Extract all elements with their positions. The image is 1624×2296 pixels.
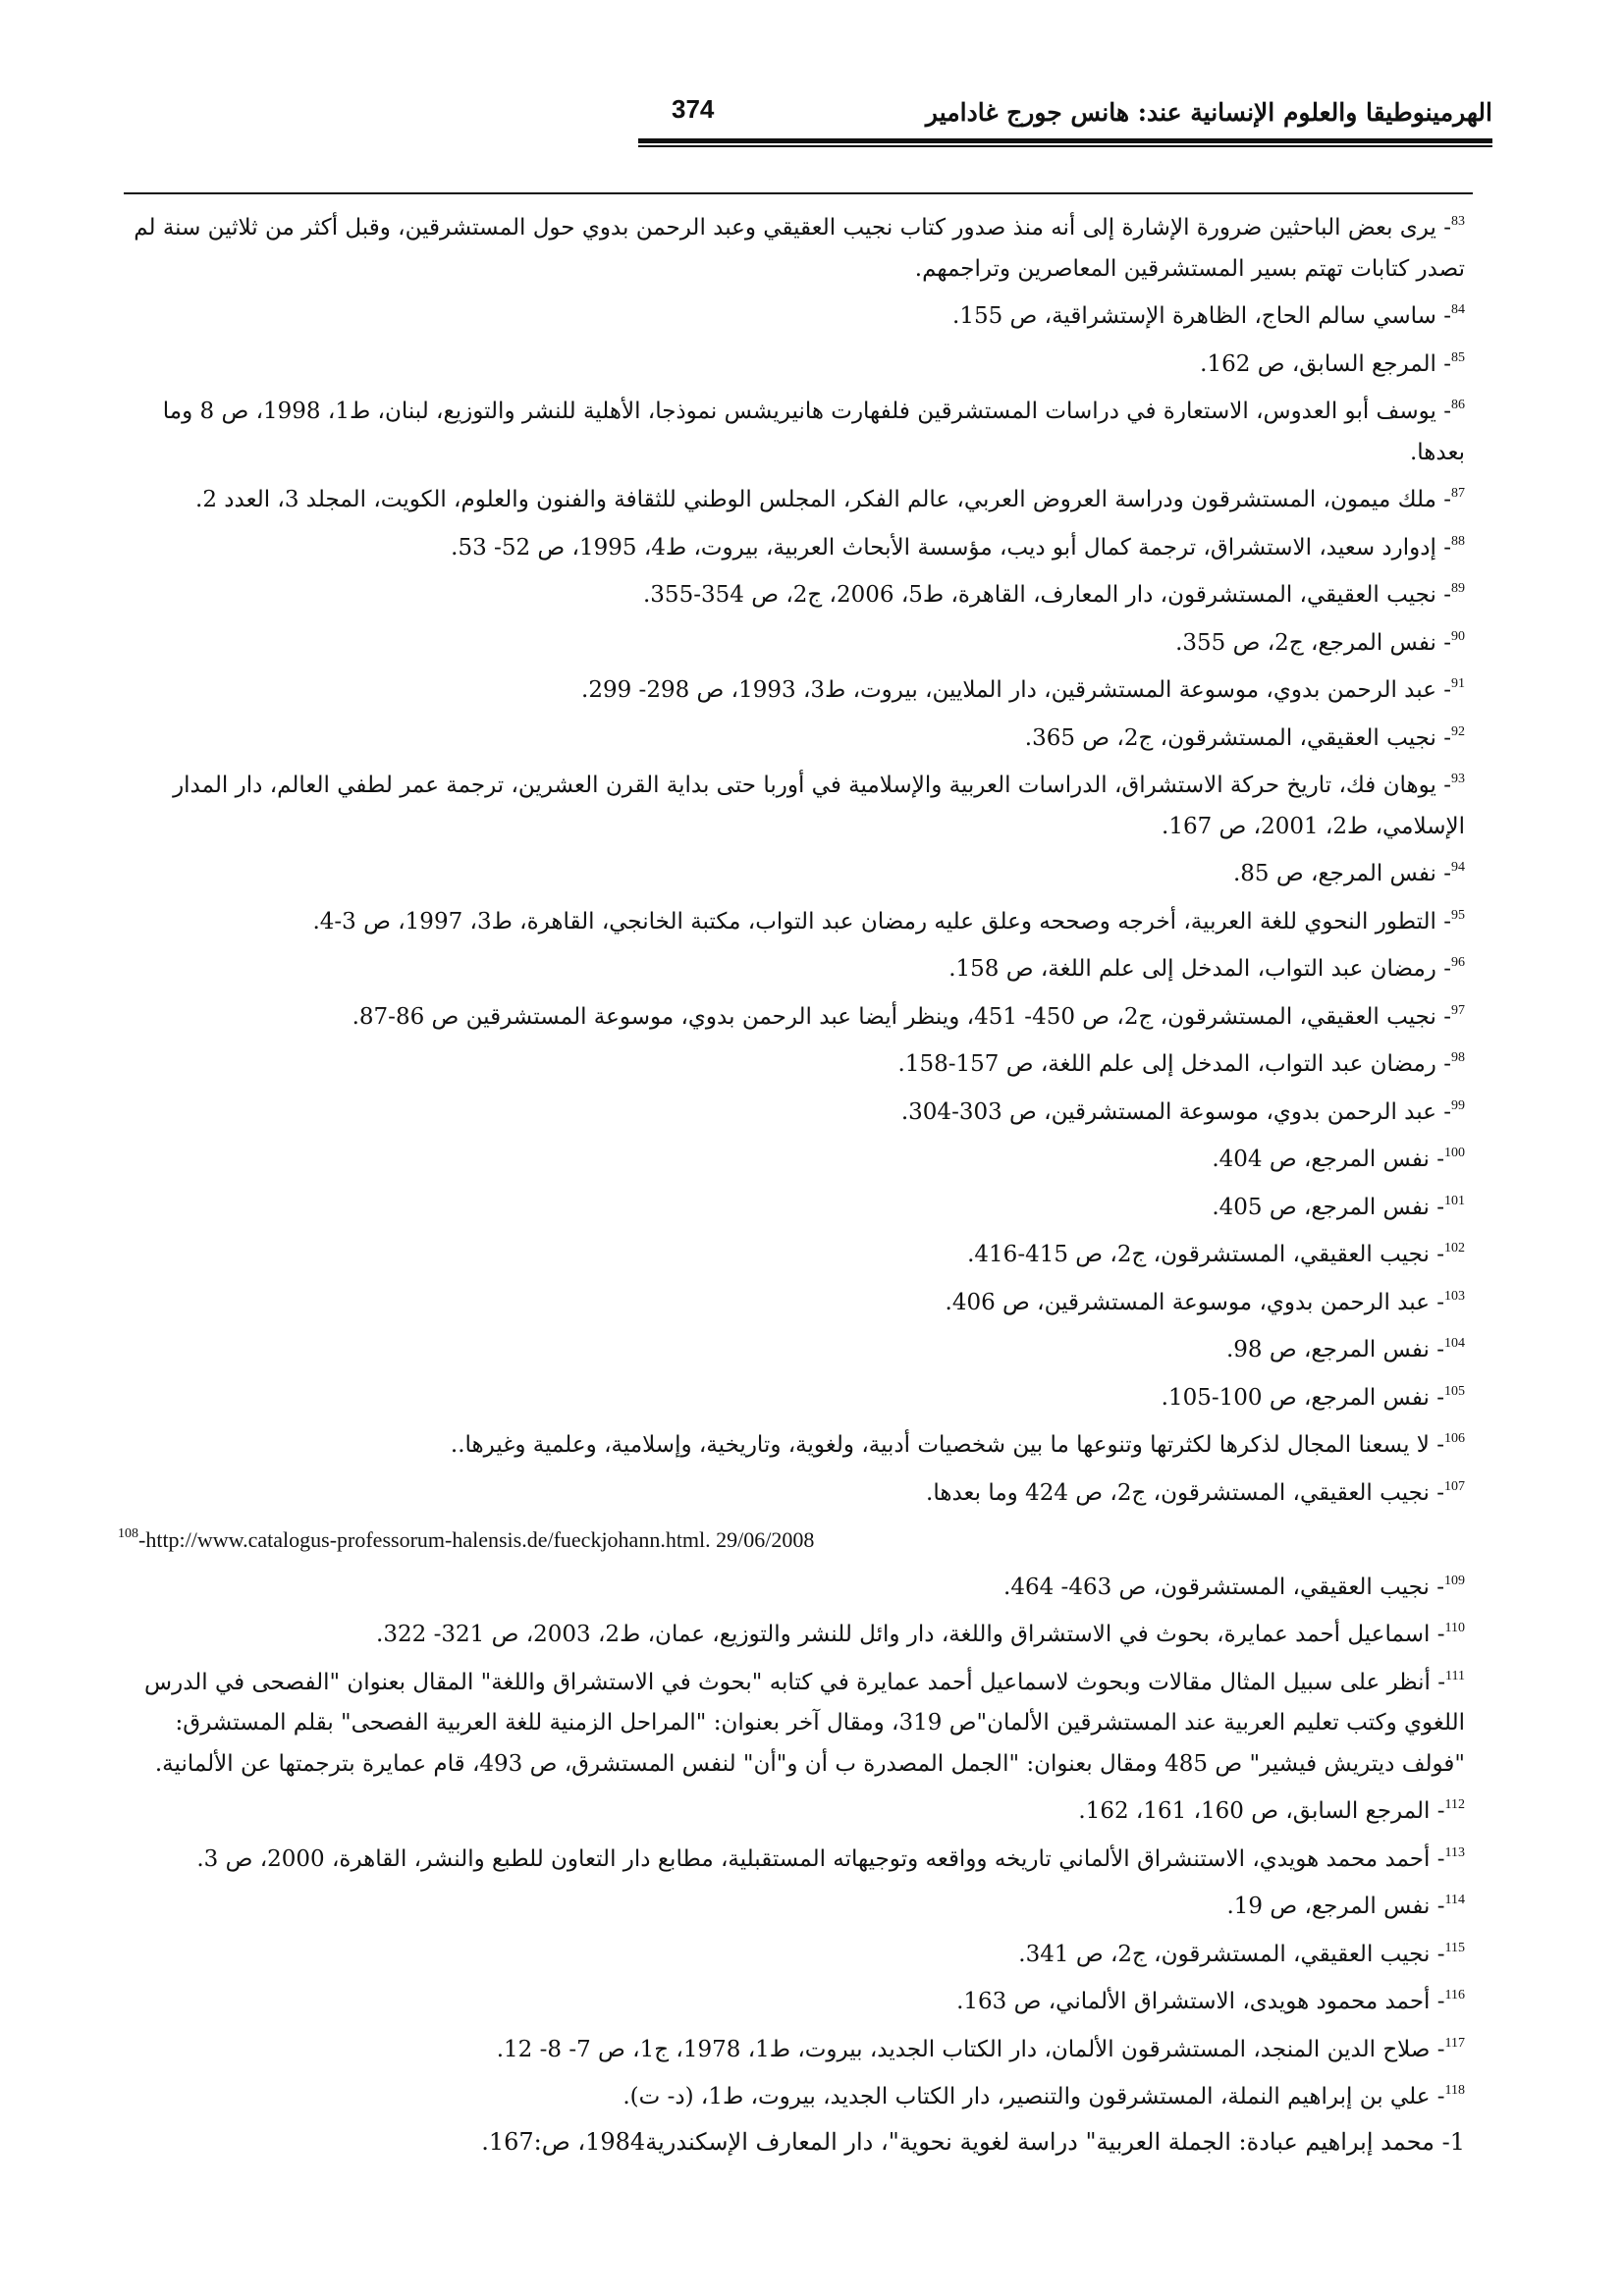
footnote — [118, 1038, 1465, 1086]
footnote — [118, 1371, 1465, 1419]
footnote — [118, 1785, 1465, 1833]
footnote-number: 100 — [1444, 1146, 1465, 1160]
footnote — [118, 1418, 1465, 1467]
footnote-number: 99 — [1451, 1097, 1465, 1113]
footnote-number: 115 — [1444, 1940, 1465, 1955]
footnote-separator — [124, 192, 1473, 194]
footnote — [118, 712, 1465, 760]
footnote-text: - أحمد محمد هويدي، الاستنشراق الألماني تاريخه وواقعه وتوجيهاته المستقبلية، مطابع دار التعاون للطبع والنشر، القاهرة، 2000، ص 3. — [196, 1845, 1445, 1872]
footnote-text: - نجيب العقيقي، المستشرقون، ص 463- 464. — [1003, 1574, 1444, 1600]
footnote — [118, 568, 1465, 616]
footnote-number: 88 — [1451, 533, 1465, 549]
footnote — [118, 1276, 1465, 1324]
footnote-list — [118, 201, 1465, 2163]
footnote — [118, 1833, 1465, 1881]
footnote-text: - نجيب العقيقي، المستشرقون، دار المعارف، القاهرة، ط5، 2006، ج2، ص 354-355. — [642, 582, 1451, 608]
footnote — [118, 1514, 1465, 1561]
footnote — [118, 664, 1465, 712]
footnote-number: 90 — [1451, 628, 1465, 644]
footnote-text: - اسماعيل أحمد عمايرة، بحوث في الاستشراق واللغة، دار وائل للنشر والتوزيع، عمان، ط2، 2003، ص 321- 322. — [376, 1622, 1445, 1647]
footnote-text: - نفس المرجع، ص 404. — [1212, 1147, 1444, 1172]
page-number: 374 — [672, 94, 715, 124]
footnote-number: 102 — [1444, 1241, 1465, 1255]
footnote-number: 113 — [1444, 1844, 1465, 1860]
footnote-number: 108 — [118, 1526, 138, 1541]
footnote-text: - إدوارد سعيد، الاستشراق، ترجمة كمال أبو ديب، مؤسسة الأبحاث العربية، بيروت، ط4، 1995، ص 52- 53. — [451, 534, 1451, 561]
footnote — [118, 990, 1465, 1039]
footnote — [118, 1880, 1465, 1928]
footnote-text: - لا يسعنا المجال لذكرها لكثرتها وتنوعها ما بين شخصيات أدبية، ولغوية، وتاريخية، وإسلامية، وعلمية وغيرها.. — [450, 1432, 1444, 1458]
footnote-number: 106 — [1444, 1431, 1465, 1446]
footnote — [118, 290, 1465, 338]
footnote — [118, 1228, 1465, 1276]
footnote-text: - نفس المرجع، ص 98. — [1225, 1337, 1444, 1362]
footnote-number: 94 — [1451, 860, 1465, 875]
footnote-text: - نجيب العقيقي، المستشرقون، ج2، ص 415-416. — [967, 1242, 1444, 1267]
footnote — [118, 385, 1465, 473]
running-header — [638, 90, 1492, 135]
footnote — [118, 1323, 1465, 1371]
footnote-number: 116 — [1444, 1988, 1465, 2002]
footnote-number: 83 — [1451, 214, 1465, 229]
footnote-text: - يرى بعض الباحثين ضرورة الإشارة إلى أنه منذ صدور كتاب نجيب العقيقي وعبد الرحمن بدوي حول المستشرقين، وقبل أكثر من ثلاثين سنة لم تصدر كتابات تهتم بسير المستشرقين المعاصرين وتراجمهم. — [134, 215, 1465, 282]
footnote-text: - يوسف أبو العدوس، الاستعارة في دراسات المستشرقين فلفهارت هانيريشس نموذجا، الأهلية للنشر والتوزيع، لبنان، ط1، 1998، ص 8 وما بعدها. — [162, 399, 1465, 465]
footnote-number: 104 — [1444, 1336, 1465, 1351]
footnote — [118, 2070, 1465, 2118]
footnote — [118, 521, 1465, 569]
footnote — [118, 1467, 1465, 1515]
header-rule-thick — [638, 138, 1492, 143]
footnote — [118, 473, 1465, 521]
footnote-text: - المرجع السابق، ص 162. — [1200, 350, 1451, 377]
footnote-text: - نجيب العقيقي، المستشرقون، ج2، ص 365. — [1024, 724, 1451, 751]
footnote-number: 103 — [1444, 1288, 1465, 1304]
footnote — [118, 338, 1465, 386]
footnote-number: 109 — [1444, 1573, 1465, 1588]
footnote — [118, 1561, 1465, 1609]
footnote — [118, 759, 1465, 847]
footnote-text: - نفس المرجع، ج2، ص 355. — [1175, 629, 1451, 656]
footnote-number: 114 — [1444, 1893, 1465, 1907]
header-rule-thin — [638, 145, 1492, 147]
footnote-text: - نفس المرجع، ص 19. — [1226, 1894, 1445, 1919]
footnote — [118, 616, 1465, 665]
footnote-text: - التطور النحوي للغة العربية، أخرجه وصححه وعلق عليه رمضان عبد التواب، مكتبة الخانجي، القاهرة، ط3، 1997، ص 3-4. — [312, 908, 1451, 934]
footnote — [118, 1656, 1465, 1786]
footnote — [118, 1133, 1465, 1181]
footnote-text: - نفس المرجع، ص 405. — [1212, 1194, 1444, 1220]
footnote-number: 85 — [1451, 349, 1465, 365]
footnote-text: - أنظر على سبيل المثال مقالات وبحوث لاسماعيل أحمد عمايرة في كتابه "بحوث في الاستشراق واللغة" المقال بعنوان "الفصحى في الدرس اللغوي وكتب تعليم العربية عند المستشرقين الألمان"ص 319، ومقال آخر بعنوان: "المراحل الزمنية للغة العربية الفصحى" بقلم المستشرق: "فولف ديتريش فيشير" ص 485 ومقال بعنوان: "الجمل المصدرة ب أن و"أن" لنفس المستشرق، ص 493، قام عمايرة بترجمتها عن الألمانية. — [144, 1669, 1465, 1777]
footnote-number: 87 — [1451, 486, 1465, 501]
footnote-number: 97 — [1451, 1002, 1465, 1018]
footnote-number: 107 — [1444, 1478, 1465, 1494]
footnote-text: - نفس المرجع، ص 100-105. — [1161, 1384, 1444, 1411]
footnote-text: - عبد الرحمن بدوي، موسوعة المستشرقين، دار الملايين، بيروت، ط3، 1993، ص 298- 299. — [581, 677, 1451, 703]
footnote-number: 84 — [1451, 302, 1465, 317]
footnote-text: - عبد الرحمن بدوي، موسوعة المستشرقين، ص 406. — [945, 1289, 1444, 1315]
footnote-text: - رمضان عبد التواب، المدخل إلى علم اللغة، ص 157-158. — [897, 1051, 1451, 1077]
footnote-text[interactable]: -http://www.catalogus-professorum-halensis.de/fueckjohann.html. 29/06/2008 — [138, 1527, 815, 1552]
footnote-number: 92 — [1451, 723, 1465, 739]
footnote-number: 89 — [1451, 581, 1465, 596]
footnote-text: - رمضان عبد التواب، المدخل إلى علم اللغة، ص 158. — [948, 956, 1451, 982]
footnote — [118, 1928, 1465, 1976]
footnote-text: - نفس المرجع، ص 85. — [1232, 861, 1451, 886]
footnote — [118, 201, 1465, 290]
footnote-text: - ساسي سالم الحاج، الظاهرة الإستشراقية، ص 155. — [952, 303, 1451, 329]
footnote-text: - عبد الرحمن بدوي، موسوعة المستشرقين، ص 303-304. — [900, 1098, 1451, 1125]
footnote — [118, 1181, 1465, 1229]
footnote-number: 95 — [1451, 907, 1465, 923]
running-title: الهرمينوطيقا والعلوم الإنسانية عند: هانس جورج غادامير — [925, 98, 1492, 127]
footnote-text: - علي بن إبراهيم النملة، المستشرقون والتنصير، دار الكتاب الجديد، بيروت، ط1، (د- ت). — [623, 2084, 1445, 2109]
footnote-text: - المرجع السابق، ص 160، 161، 162. — [1078, 1798, 1445, 1824]
footnote-number: 118 — [1444, 2083, 1465, 2098]
footnote-number: 93 — [1451, 772, 1465, 786]
footnote-text: - نجيب العقيقي، المستشرقون، ج2، ص 424 وما بعدها. — [926, 1479, 1444, 1506]
footnote-number: 105 — [1444, 1383, 1465, 1399]
footnote-text: - ملك ميمون، المستشرقون ودراسة العروض العربي، عالم الفكر، المجلس الوطني للثقافة والفنون والعلوم، الكويت، المجلد 3، العدد 2. — [195, 487, 1451, 512]
footnote-number: 112 — [1444, 1797, 1465, 1812]
footnote-text: - يوهان فك، تاريخ حركة الاستشراق، الدراسات العربية والإسلامية في أوربا حتى بداية القرن العشرين، ترجمة عمر لطفي العالم، دار المدار الإسلامي، ط2، 2001، ص 167. — [173, 773, 1465, 839]
footnote — [118, 1608, 1465, 1656]
footnote-number: 91 — [1451, 676, 1465, 691]
footnote-number: 101 — [1444, 1193, 1465, 1208]
footnote — [118, 942, 1465, 990]
footnote-number: 111 — [1445, 1668, 1465, 1683]
footnote-number: 117 — [1444, 2035, 1465, 2051]
footnote — [118, 895, 1465, 943]
footnote — [118, 1975, 1465, 2023]
footnote-text: - نجيب العقيقي، المستشرقون، ج2، ص 341. — [1018, 1941, 1445, 1967]
footnote-number: 96 — [1451, 955, 1465, 970]
footnote — [118, 1086, 1465, 1134]
footnote-number: 110 — [1444, 1621, 1465, 1635]
footnote-text: - أحمد محمود هويدى، الاستشراق الألماني، ص 163. — [956, 1989, 1445, 2014]
footnote-number: 86 — [1451, 398, 1465, 412]
footnote-text: - صلاح الدين المنجد، المستشرقون الألمان، دار الكتاب الجديد، بيروت، ط1، 1978، ج1، ص 7- 8- 12. — [496, 2036, 1445, 2062]
footnote-number: 98 — [1451, 1050, 1465, 1065]
footnote — [118, 2023, 1465, 2071]
final-note: 1- محمد إبراهيم عبادة: الجملة العربية" دراسة لغوية نحوية"، دار المعارف الإسكندرية1984، ص:167. — [481, 2127, 1465, 2156]
footnote — [118, 847, 1465, 895]
footnote-text: - نجيب العقيقي، المستشرقون، ج2، ص 450- 451، وينظر أيضا عبد الرحمن بدوي، موسوعة المستشرقين ص 86-87. — [352, 1003, 1451, 1030]
